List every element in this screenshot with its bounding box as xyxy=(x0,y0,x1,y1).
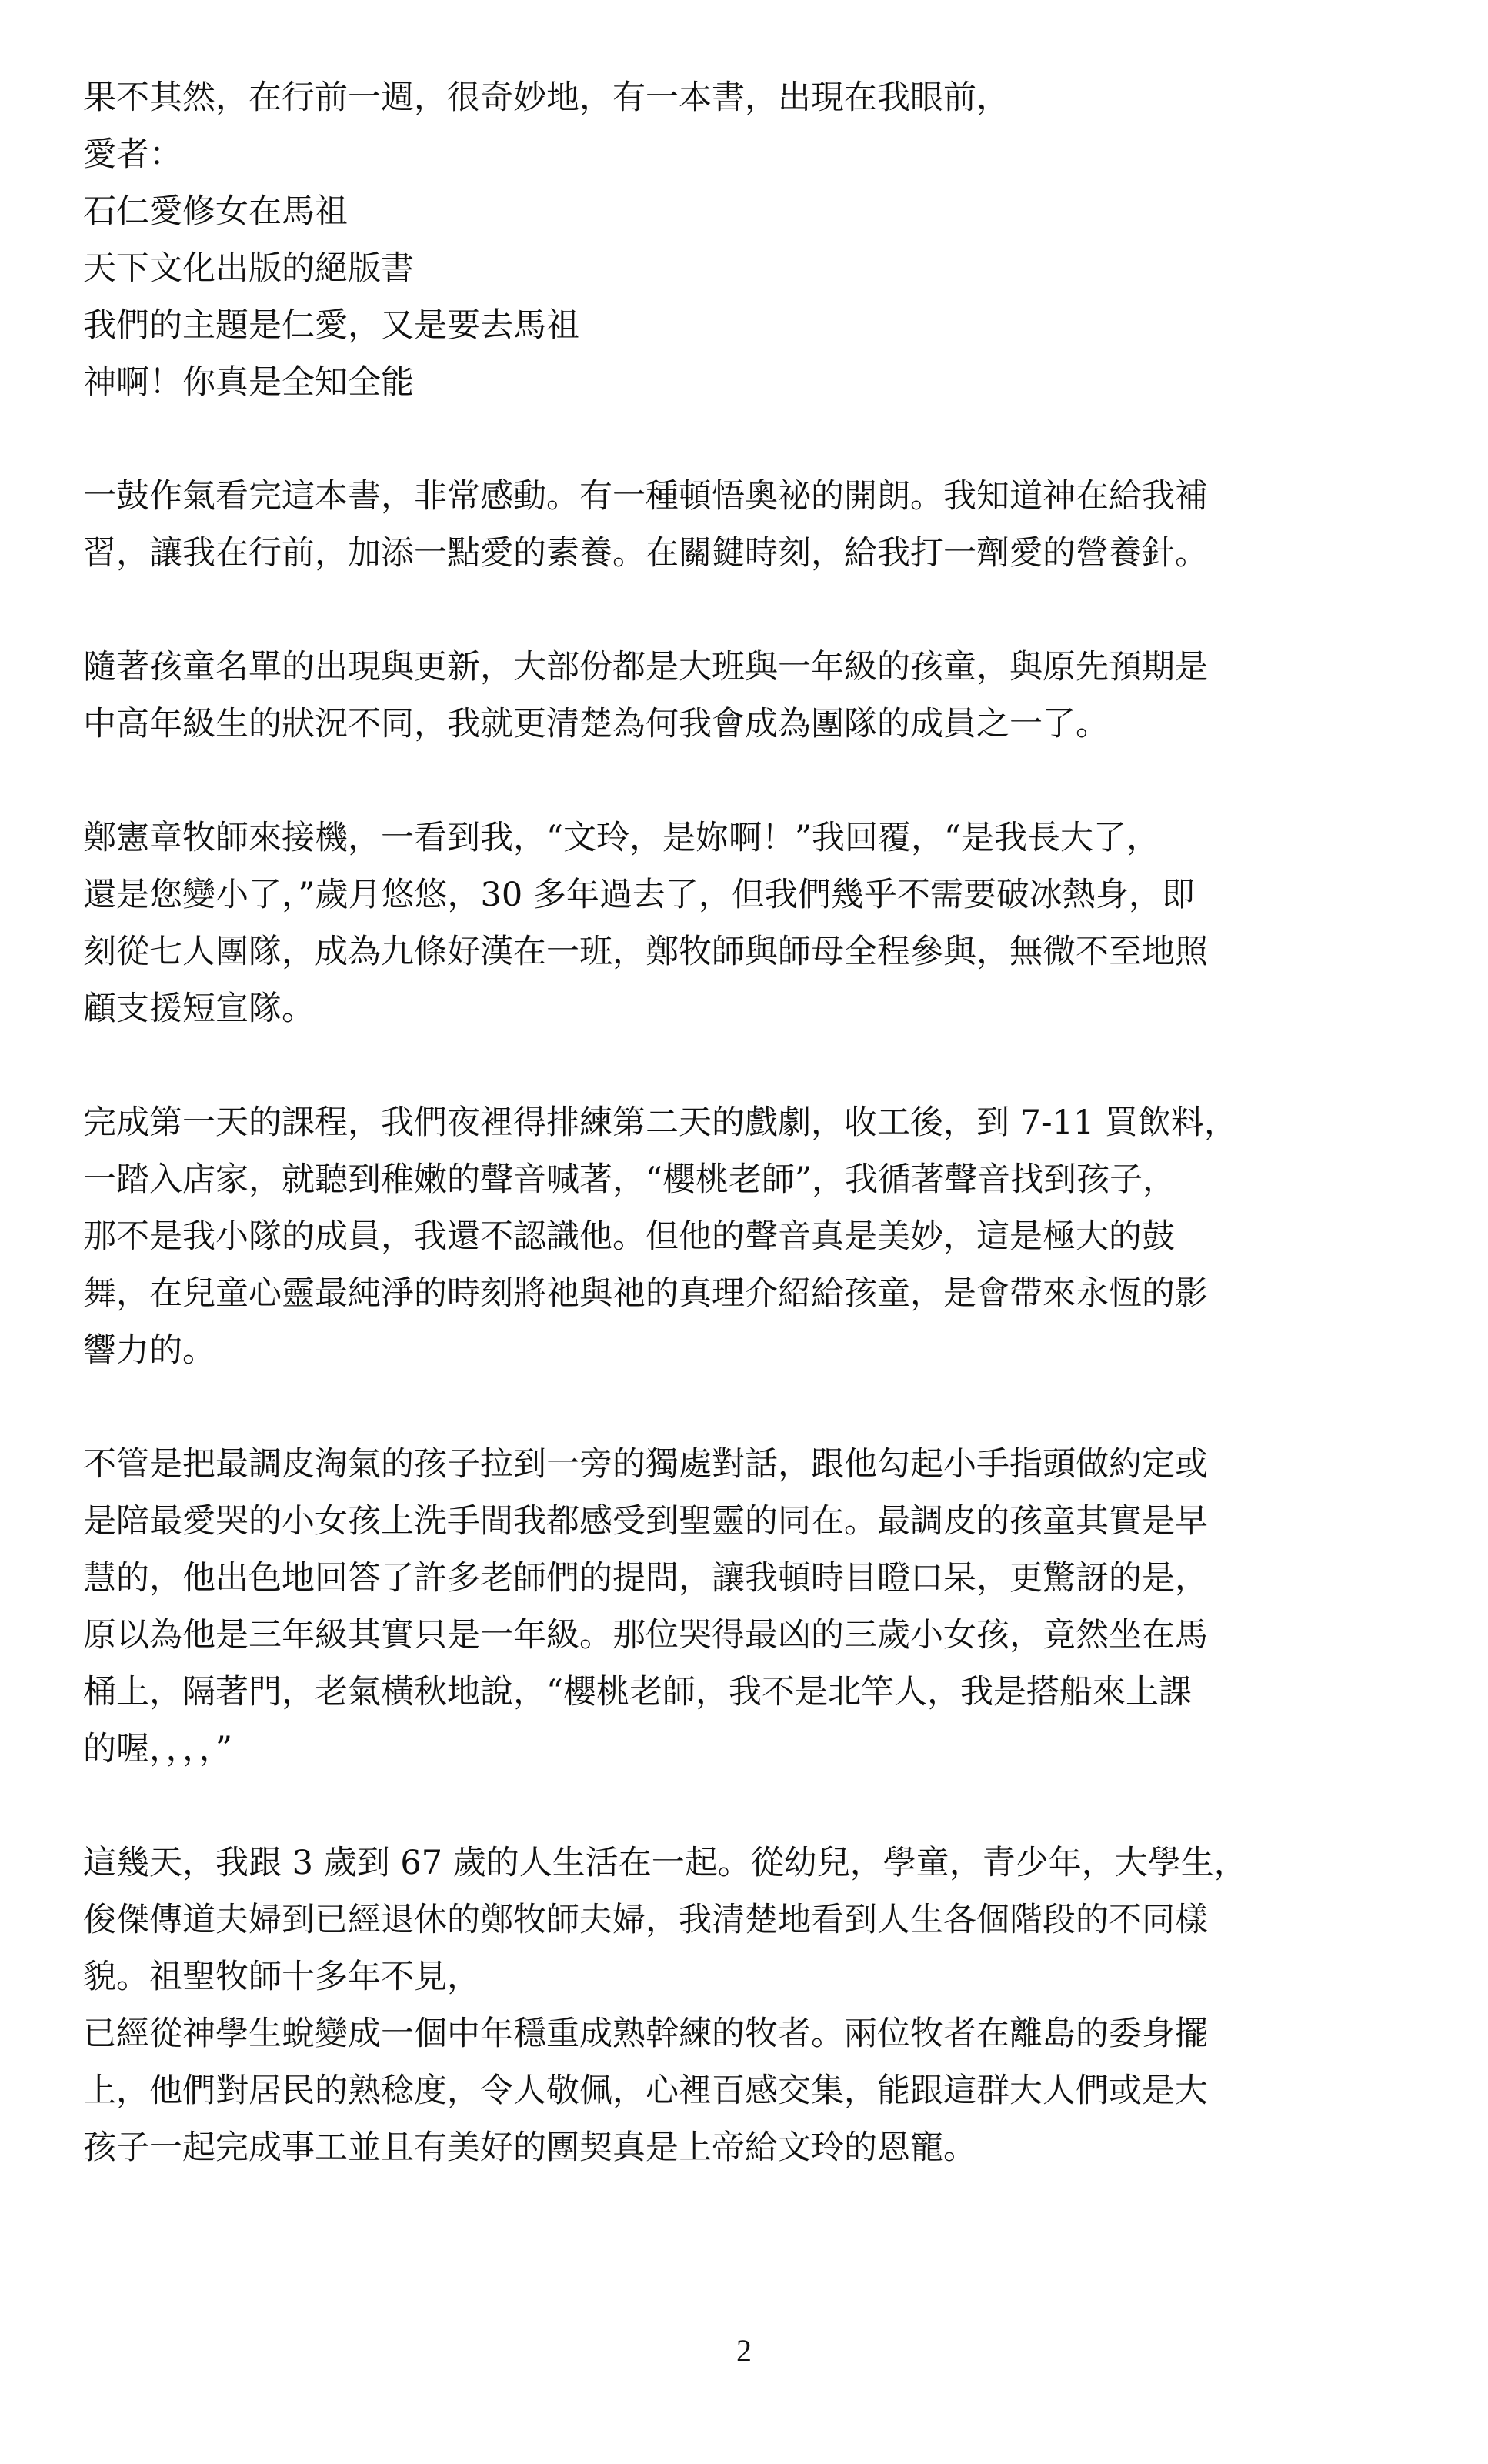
text-line: 我們的主題是仁愛，又是要去馬祖 xyxy=(83,306,579,345)
paragraph xyxy=(83,1094,1422,1379)
text-line: 隨著孩童名單的出現與更新，大部份都是大班與一年級的孩童，與原先預期是 xyxy=(83,648,1208,686)
page-number: 2 xyxy=(736,2333,752,2368)
text-line: 上，他們對居民的熟稔度，令人敬佩，心裡百感交集，能跟這群大人們或是大 xyxy=(83,2072,1208,2110)
text-line: 已經從神學生蛻變成一個中年穩重成熟幹練的牧者。兩位牧者在離島的委身擺 xyxy=(83,2015,1208,2053)
text-line: 中高年級生的狀況不同，我就更清楚為何我會成為團隊的成員之一了。 xyxy=(83,705,1109,743)
text-line: 一鼓作氣看完這本書，非常感動。有一種頓悟奧祕的開朗。我知道神在給我補 xyxy=(83,477,1208,516)
text-line: 顧支援短宣隊。 xyxy=(83,990,315,1028)
text-line: 孩子一起完成事工並且有美好的團契真是上帝給文玲的恩寵。 xyxy=(83,2128,976,2167)
text-line: 果不其然，在行前一週，很奇妙地，有一本書，出現在我眼前， xyxy=(83,78,1009,117)
text-line: 的喔，，，，” xyxy=(83,1730,232,1768)
text-line: 那不是我小隊的成員，我還不認識他。但他的聲音真是美妙，這是極大的鼓 xyxy=(83,1217,1175,1256)
text-line: 鄭憲章牧師來接機，一看到我，“文玲，是妳啊！”我回覆，“是我長大了， xyxy=(83,819,1159,857)
text-line: 貌。祖聖牧師十多年不見， xyxy=(83,1958,480,1996)
text-line: 原以為他是三年級其實只是一年級。那位哭得最凶的三歲小女孩，竟然坐在馬 xyxy=(83,1616,1208,1654)
text-line: 愛者： xyxy=(83,135,182,174)
text-line: 舞，在兒童心靈最純淨的時刻將祂與祂的真理介紹給孩童，是會帶來永恆的影 xyxy=(83,1274,1208,1313)
paragraph xyxy=(83,468,1422,582)
paragraph xyxy=(83,1436,1422,1778)
document-body xyxy=(83,69,1422,2233)
text-line: 神啊！你真是全知全能 xyxy=(83,363,414,402)
text-line: 桶上，隔著門，老氣橫秋地說，“櫻桃老師，我不是北竿人，我是搭船來上課 xyxy=(83,1673,1192,1711)
paragraph xyxy=(83,639,1422,753)
text-line: 天下文化出版的絕版書 xyxy=(83,249,414,288)
text-line: 這幾天，我跟 3 歲到 67 歲的人生活在一起。從幼兒，學童，青少年，大學生， xyxy=(83,1844,1247,1882)
text-line: 習，讓我在行前，加添一點愛的素養。在關鍵時刻，給我打一劑愛的營養針。 xyxy=(83,534,1208,573)
text-line: 是陪最愛哭的小女孩上洗手間我都感受到聖靈的同在。最調皮的孩童其實是早 xyxy=(83,1502,1208,1541)
text-line: 還是您變小了，”歲月悠悠，30 多年過去了，但我們幾乎不需要破冰熱身，即 xyxy=(83,876,1195,914)
text-line: 刻從七人團隊，成為九條好漢在一班，鄭牧師與師母全程參與，無微不至地照 xyxy=(83,933,1208,971)
text-line: 完成第一天的課程，我們夜裡得排練第二天的戲劇，收工後，到 7-11 買飲料， xyxy=(83,1103,1237,1142)
text-line: 石仁愛修女在馬祖 xyxy=(83,192,348,231)
text-line: 俊傑傳道夫婦到已經退休的鄭牧師夫婦，我清楚地看到人生各個階段的不同樣 xyxy=(83,1901,1208,1939)
text-line: 一踏入店家，就聽到稚嫩的聲音喊著，“櫻桃老師”，我循著聲音找到孩子， xyxy=(83,1160,1176,1199)
text-line: 響力的。 xyxy=(83,1331,215,1370)
paragraph xyxy=(83,810,1422,1037)
paragraph xyxy=(83,69,1422,411)
paragraph xyxy=(83,1835,1422,2176)
text-line: 慧的，他出色地回答了許多老師們的提問，讓我頓時目瞪口呆，更驚訝的是， xyxy=(83,1559,1208,1598)
text-line: 不管是把最調皮淘氣的孩子拉到一旁的獨處對話，跟他勾起小手指頭做約定或 xyxy=(83,1445,1208,1484)
